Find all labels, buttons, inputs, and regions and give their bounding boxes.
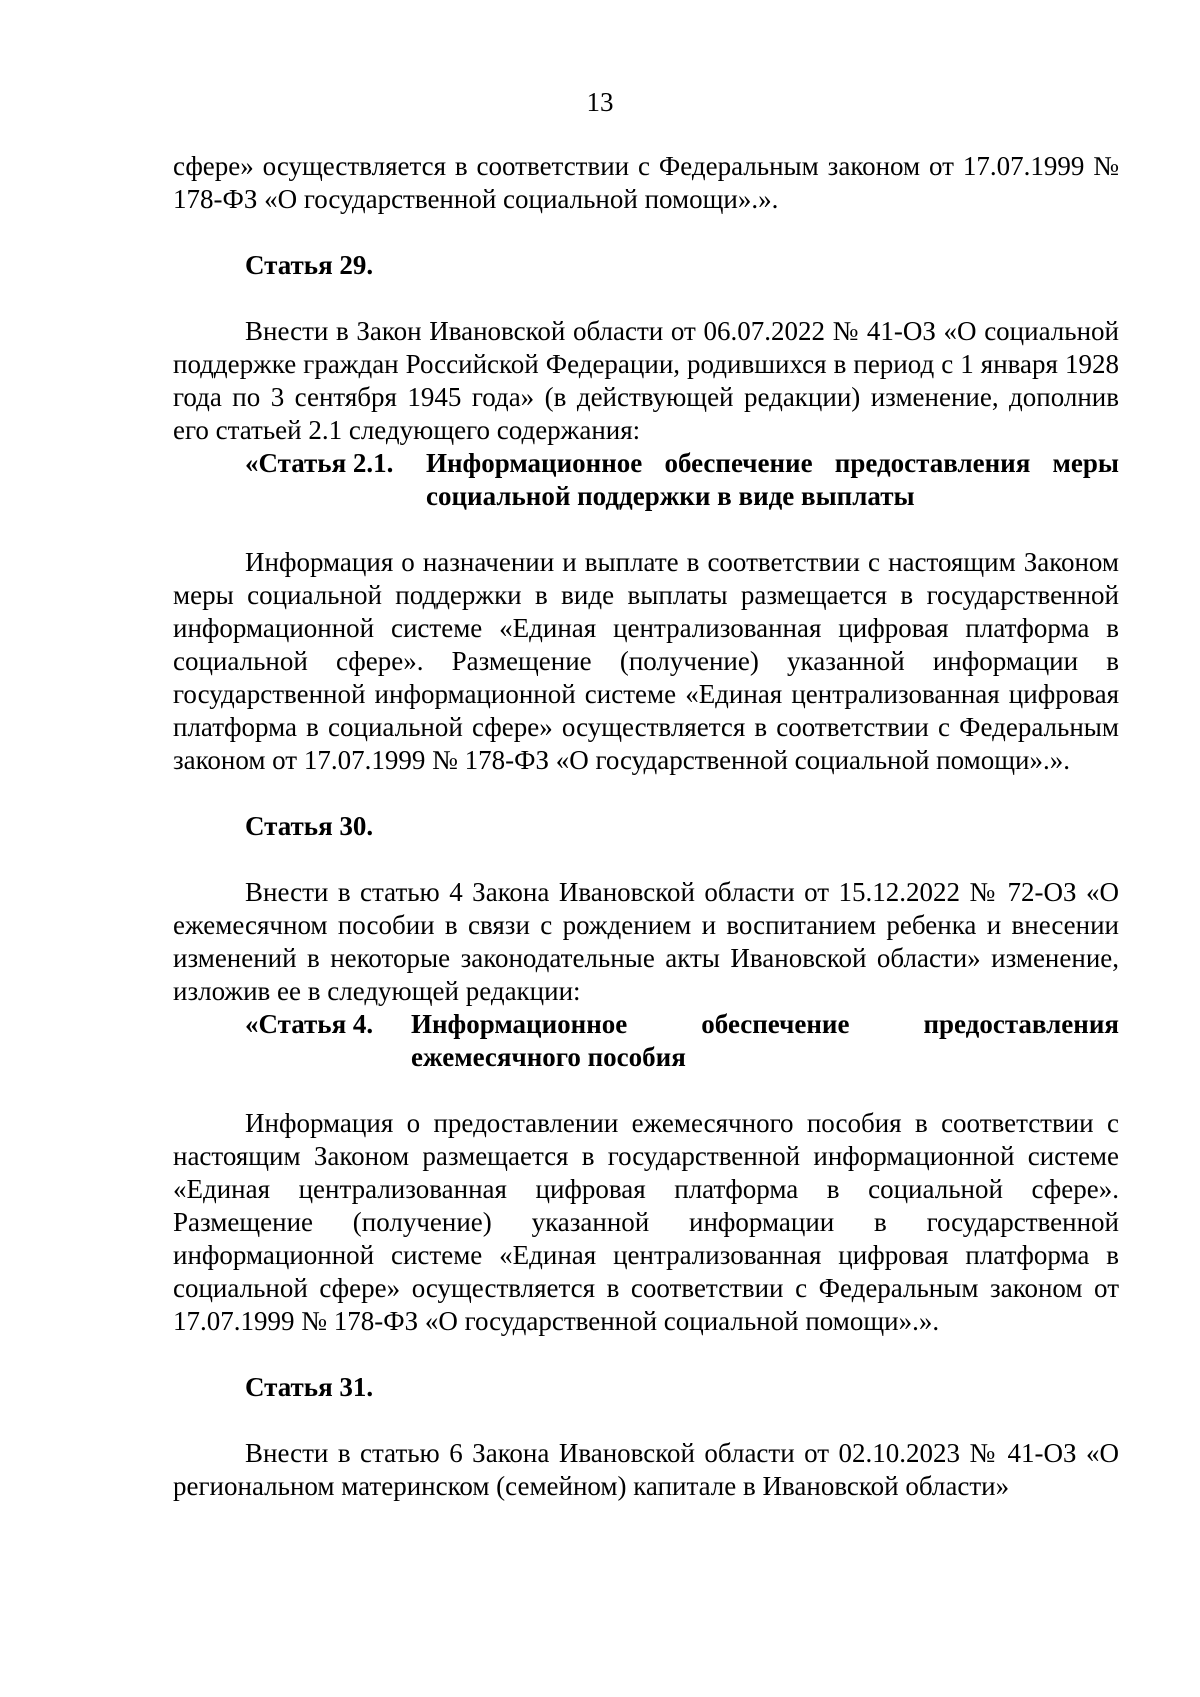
article-29-heading: Статья 29. — [245, 250, 374, 280]
article-30-intro: Внести в статью 4 Закона Ивановской области от 15.12.2022 № 72-ОЗ «О ежемесячном пособии в связи с рождением и воспитанием ребенка и внесении изменений в некоторые законодательные акты Ивановской области» изменение, изложив ее в следующей редакции: — [173, 877, 1119, 1006]
page-number: 13 — [586, 87, 614, 117]
article-2-1-number: «Статья 2.1. — [245, 448, 394, 478]
article-29-intro: Внести в Закон Ивановской области от 06.07.2022 № 41-ОЗ «О социальной поддержке граждан Российской Федерации, родившихся в период с 1 января 1928 года по 3 сентября 1945 года» (в действующей редакции) изменение, дополнив его статьей 2.1 следующего содержания: — [173, 316, 1119, 445]
article-31-heading: Статья 31. — [245, 1372, 374, 1402]
article-2-1-text: Информация о назначении и выплате в соответствии с настоящим Законом меры социальной поддержки в виде выплаты размещается в государственной информационной системе «Единая централизованная цифровая платформа в социальной сфере». Размещение (получение) указанной информации в государственной информационной системе «Единая централизованная цифровая платформа в социальной сфере» осуществляется в соответствии с Федеральным законом от 17.07.1999 № 178-ФЗ «О государственной социальной помощи».». — [173, 547, 1119, 775]
article-2-1-header — [173, 447, 1119, 513]
article-4-number: «Статья 4. — [245, 1009, 374, 1039]
article-4-title: Информационное обеспечение предоставления ежемесячного пособия — [411, 1009, 1119, 1072]
article-4-text: Информация о предоставлении ежемесячного пособия в соответствии с настоящим Законом размещается в государственной информационной системе «Единая централизованная цифровая платформа в социальной сфере». Размещение (получение) указанной информации в государственной информационной системе «Единая централизованная цифровая платформа в социальной сфере» осуществляется в соответствии с Федеральным законом от 17.07.1999 № 178-ФЗ «О государственной социальной помощи».». — [173, 1108, 1119, 1336]
article-30-heading: Статья 30. — [245, 811, 374, 841]
document-body — [173, 150, 1119, 1503]
article-31-intro: Внести в статью 6 Закона Ивановской области от 02.10.2023 № 41-ОЗ «О региональном материнском (семейном) капитале в Ивановской области» — [173, 1438, 1119, 1501]
continuation-paragraph: сфере» осуществляется в соответствии с Федеральным законом от 17.07.1999 № 178-ФЗ «О государственной социальной помощи».». — [173, 151, 1119, 214]
article-4-header — [173, 1008, 1119, 1074]
article-2-1-title: Информационное обеспечение предоставления меры социальной поддержки в виде выплаты — [426, 448, 1119, 511]
